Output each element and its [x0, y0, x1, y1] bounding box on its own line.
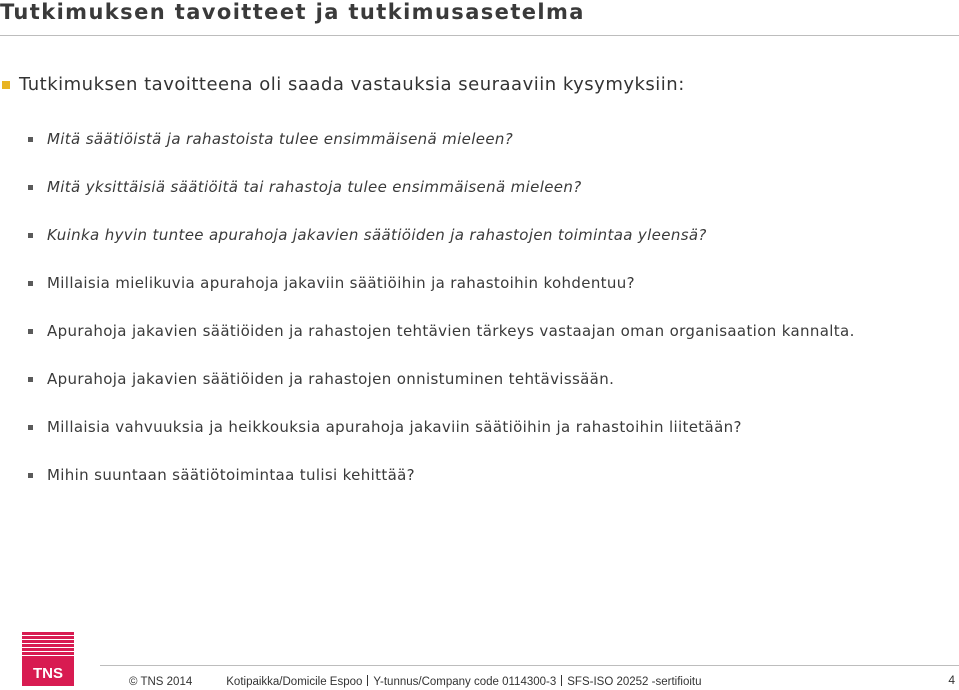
question-text: Mihin suuntaan säätiötoimintaa tulisi kehittää?: [47, 466, 415, 484]
question-text: Millaisia mielikuvia apurahoja jakaviin säätiöihin ja rahastoihin kohdentuu?: [47, 274, 635, 292]
copyright-text: © TNS 2014: [129, 676, 193, 688]
question-text: Mitä yksittäisiä säätiöitä tai rahastoja tulee ensimmäisenä mieleen?: [47, 178, 582, 196]
question-text: Kuinka hyvin tuntee apurahoja jakavien säätiöiden ja rahastojen toimintaa yleensä?: [47, 226, 707, 244]
certification-text: SFS-ISO 20252 -sertifioitu: [567, 676, 702, 688]
lead-text: Tutkimuksen tavoitteena oli saada vastauksia seuraaviin kysymyksiin:: [19, 74, 685, 95]
square-bullet-icon: [28, 281, 33, 286]
question-text: Mitä säätiöistä ja rahastoista tulee ensimmäisenä mieleen?: [47, 130, 514, 148]
list-item: [28, 463, 855, 487]
logo-stripes: [22, 632, 74, 658]
question-text: Apurahoja jakavien säätiöiden ja rahastojen tehtävien tärkeys vastaajan oman organisaation kannalta.: [47, 322, 855, 340]
tns-logo: [22, 632, 74, 686]
footer-separator: [561, 675, 562, 686]
list-item: [28, 175, 855, 199]
list-item: [28, 127, 855, 151]
square-bullet-icon: [28, 377, 33, 382]
page-number: 4: [948, 673, 955, 687]
square-bullet-icon: [28, 473, 33, 478]
footer-separator: [367, 675, 368, 686]
list-item: [28, 367, 855, 391]
domicile-text: Kotipaikka/Domicile Espoo: [226, 676, 363, 688]
square-bullet-icon: [28, 137, 33, 142]
footer: [129, 675, 702, 688]
question-text: Apurahoja jakavien säätiöiden ja rahastojen onnistuminen tehtävissään.: [47, 370, 615, 388]
list-item: [28, 319, 855, 343]
logo-text: TNS: [33, 665, 63, 682]
lead-bullet-item: [2, 74, 685, 95]
square-bullet-icon: [28, 233, 33, 238]
square-bullet-icon: [28, 329, 33, 334]
square-bullet-icon: [28, 425, 33, 430]
square-bullet-icon: [28, 185, 33, 190]
slide-title: Tutkimuksen tavoitteet ja tutkimusasetelma: [0, 0, 585, 24]
list-item: [28, 223, 855, 247]
list-item: [28, 415, 855, 439]
question-list: [28, 127, 855, 511]
list-item: [28, 271, 855, 295]
title-divider: [0, 35, 959, 36]
footer-divider: [100, 665, 959, 666]
question-text: Millaisia vahvuuksia ja heikkouksia apurahoja jakaviin säätiöihin ja rahastoihin liitetään?: [47, 418, 742, 436]
business-id-text: Y-tunnus/Company code 0114300-3: [373, 676, 557, 688]
square-bullet-icon: [2, 81, 10, 89]
